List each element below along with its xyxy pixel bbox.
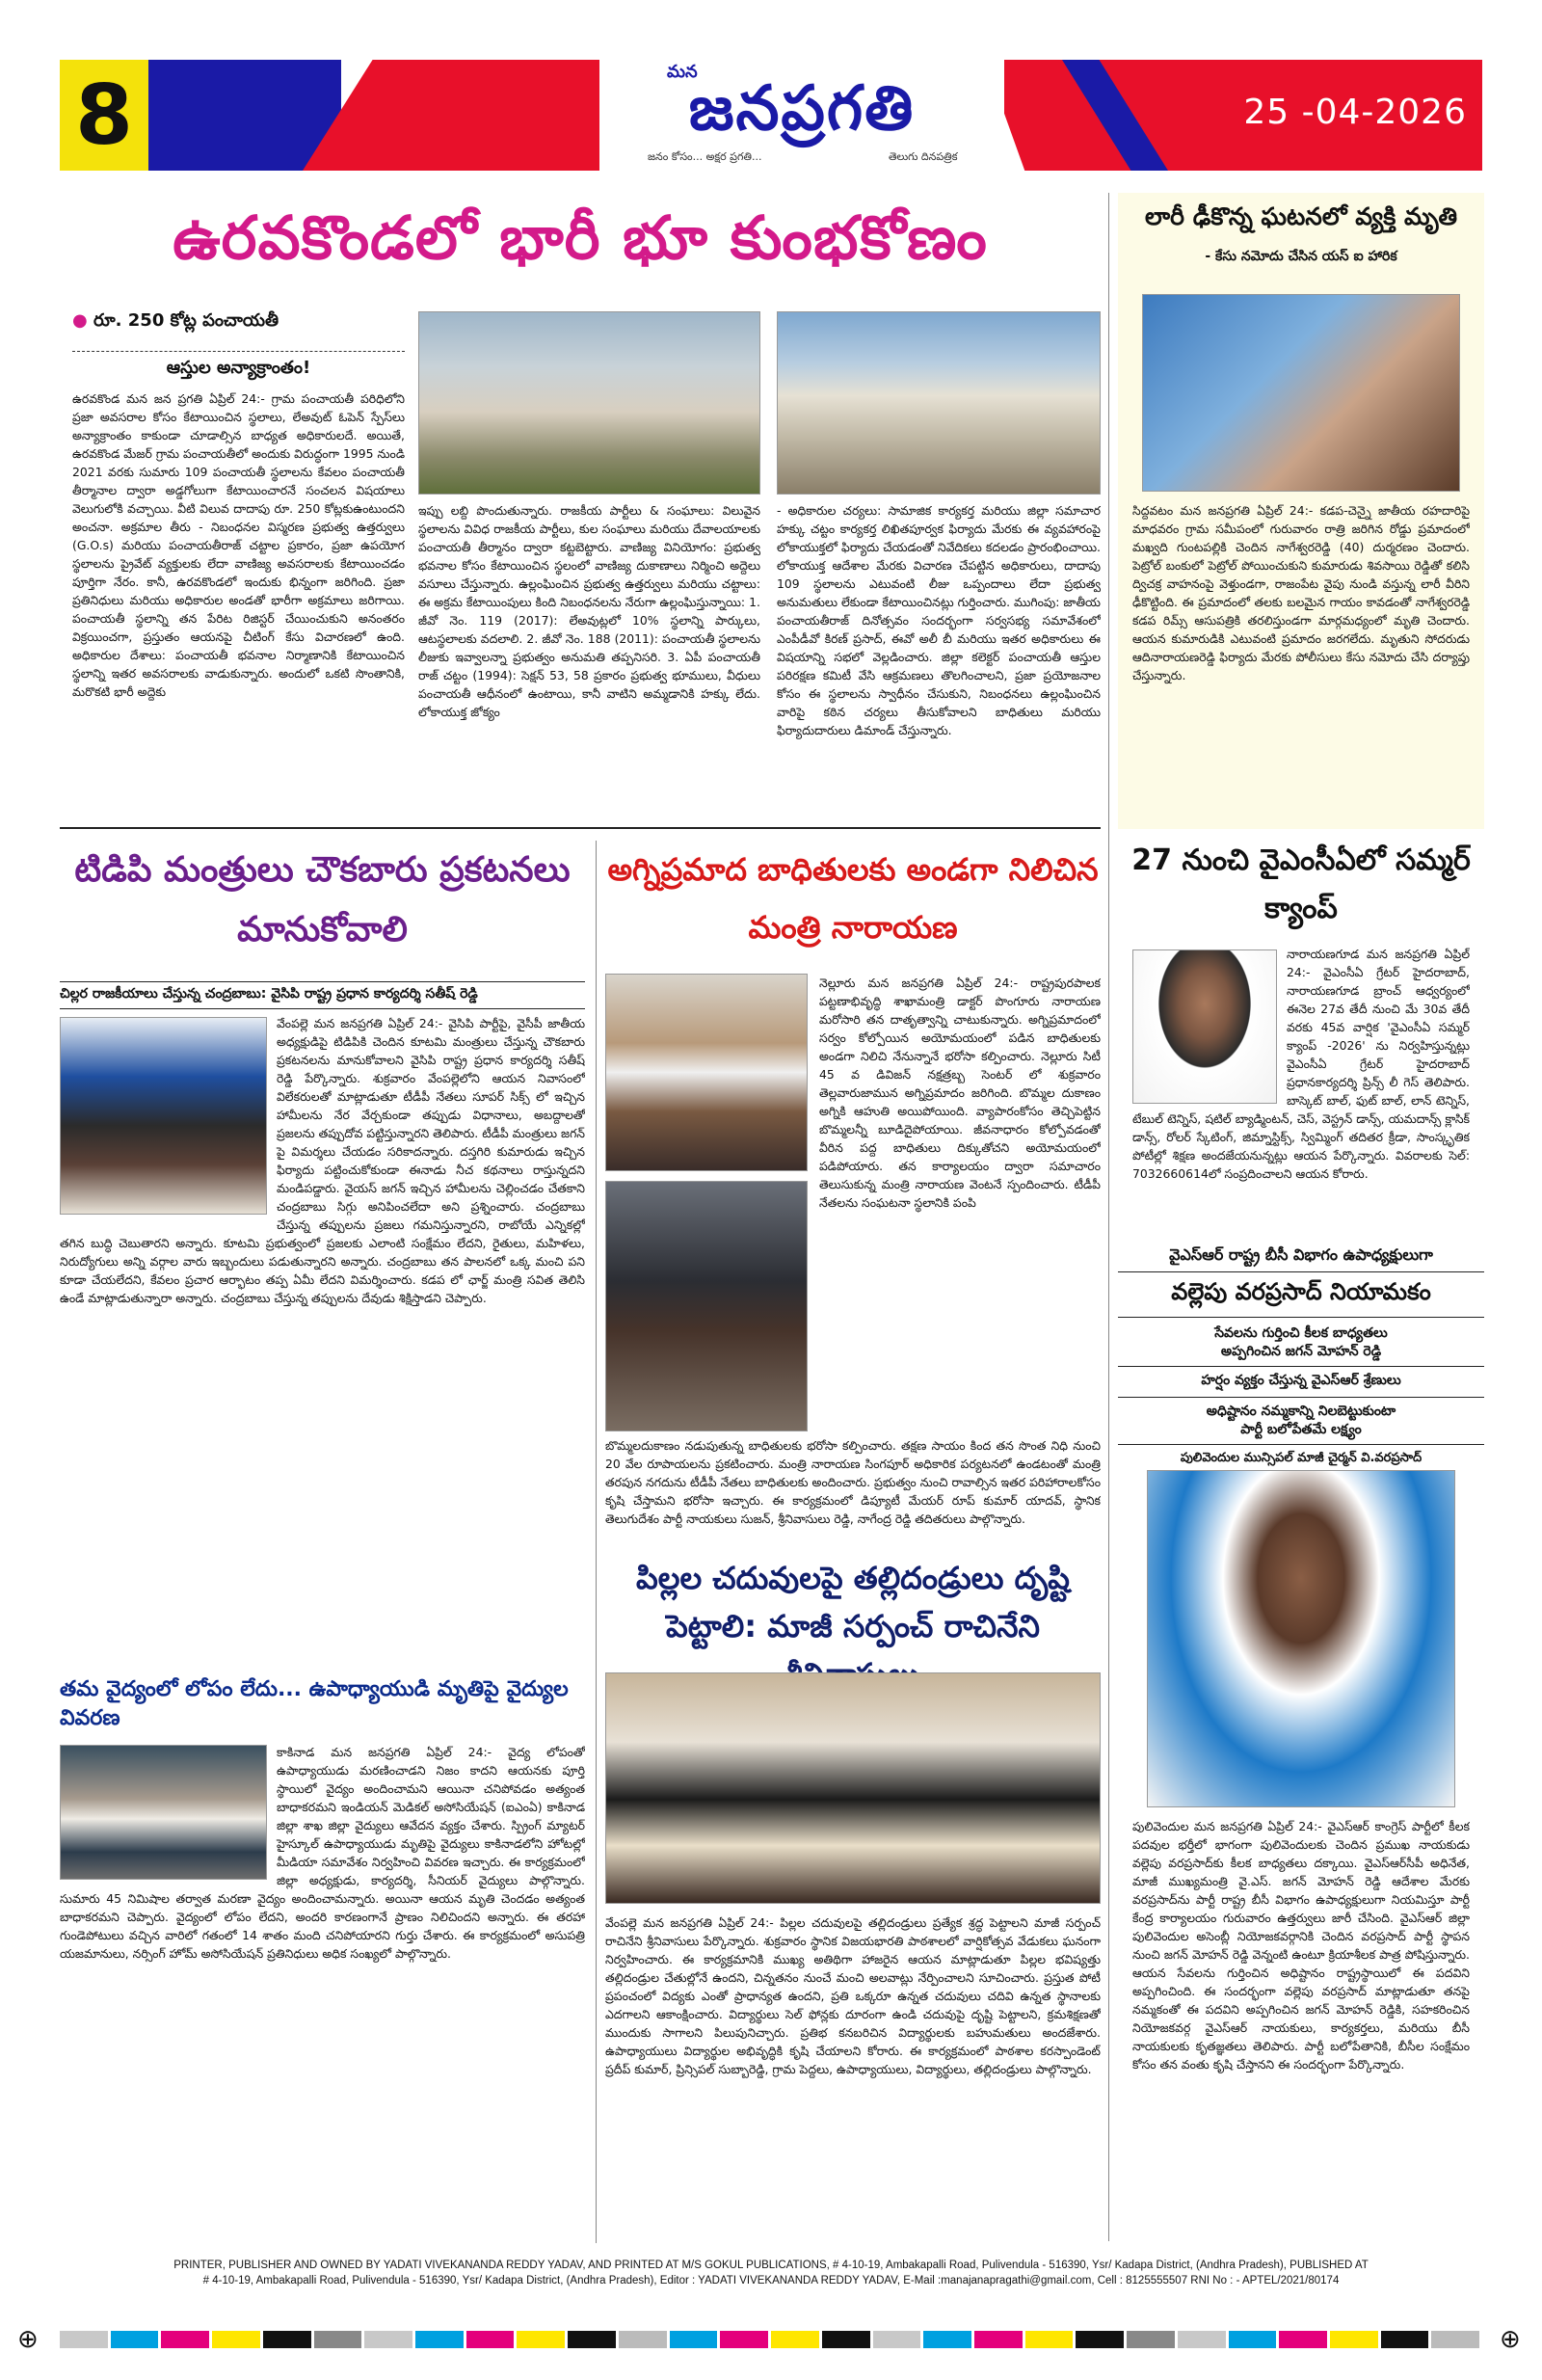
ysrcp-sub4: అధిష్టానం నమ్మకాన్ని నిలబెట్టుకుంటా (1206, 1404, 1396, 1419)
ysrcp-sub6: పులివెందుల మున్సిపల్ మాజీ చైర్మన్ వి.వరప్రసాద్ (1180, 1451, 1422, 1465)
lead-kicker-text: రూ. 250 కోట్ల పంచాయతీ (93, 310, 279, 331)
bullet-icon: ● (72, 310, 93, 331)
ysrcp-sub1: సేవలను గుర్తించి కీలక బాధ్యతలు (1214, 1325, 1388, 1341)
tdp-body: వేంపల్లె మన జనప్రగతి ఏప్రిల్ 24:- వైసిపి పార్టీపై, వైసీపీ జాతీయ అధ్యక్షుడిపై టిడిపికి చెందిన కూటమి మంత్రులు చేస్తున్న చౌకబారు ప్రకటనలను మానుకోవాలని వైసిపి రాష్ట్ర ప్రధాన కార్యదర్శి సతీష్ రెడ్డి పేర్కొన్నారు. శుక్రవారం వేంపల్లెలోని ఆయన నివాసంలో విలేకరులతో మాట్లాడుతూ టీడీపీ నేతలు సూపర్ సిక్స్ లో ఇచ్చిన హామీలను నేర వేర్చకుండా తప్పుడు విధానాలు, అబద్దాలతో ప్రజలను తప్పుదోవ పట్టిస్తున్నారని తెలిపారు. టీడీపీ మంత్రులు జగన్ పై విమర్శలు చేయడం సరికాదన్నారు. దస్తగిరి కుమారుడు ఇచ్చిన ఫిర్యాదు పట్టించుకోకుండా ఈనాడు నీచ కథనాలు రాస్తున్నదని మండిపడ్డారు. వైయస్ జగన్ ఇచ్చిన హామీలను చెల్లించడం చేతకాని చంద్రబాబు సిగ్గు అనిపించలేదా అని ప్రశ్నించారు. చంద్రబాబు చేస్తున్న తప్పులను ప్రజలు గమనిస్తున్నారని, రాబోయే ఎన్నికల్లో తగిన బుద్ధి చెబుతారని అన్నారు. కూటమి ప్రభుత్వంలో ప్రజలకు ఎలాంటి సంక్షేమం లేదని, రైతులు, మహిళలు, నిరుద్యోగులు అన్ని వర్గాల వారు ఇబ్బందులు పడుతున్నారని అన్నారు. చంద్రబాబు తన పాలనలో ఒక్క మంచి పని కూడా చేయలేదని, కేవలం ప్రచార ఆర్భాటం తప్ప ఏమీ లేదని విమర్శించారు. కడప లో ఛార్జ్ మంత్రి సవిత తెలిసి ఉండే మాట్లాడుతున్నారా అన్నారు. చంద్రబాబు చేస్తున్న తప్పులను దేవుడు శిక్షిస్తాడని చెప్పారు. (60, 1016, 585, 1305)
education-body: వేంపల్లె మన జనప్రగతి ఏప్రిల్ 24:- పిల్లల చదువులపై తల్లిదండ్రులు ప్రత్యేక శ్రద్ధ పెట్టాలని మాజీ సర్పంచ్ రాచినేని శ్రీనివాసులు పేర్కొన్నారు. శుక్రవారం స్థానిక విజయభారతి పాఠశాలలో వార్షికోత్సవ వేడుకలు ఘనంగా నిర్వహించారు. ఈ కార్యక్రమానికి ముఖ్య అతిథిగా హాజరైన ఆయన మాట్లాడుతూ పిల్లల భవిష్యత్తు తల్లిదండ్రుల చేతుల్లోనే ఉందని, చిన్నతనం నుంచే మంచి అలవాట్లు నేర్పించాలని సూచించారు. ప్రస్తుత పోటీ ప్రపంచంలో విద్యకు ఎంతో ప్రాధాన్యత ఉందని, ప్రతి ఒక్కరూ ఉన్నత చదువులు చదివి ఉన్నత స్థానాలకు ఎదగాలని ఆకాంక్షించారు. విద్యార్థులు సెల్ ఫోన్లకు దూరంగా ఉండి చదువుపై దృష్టి పెట్టాలని, క్రమశిక్షణతో ముందుకు సాగాలని పిలుపునిచ్చారు. ప్రతిభ కనబరిచిన విద్యార్థులకు బహుమతులు అందజేశారు. ఉపాధ్యాయులు విద్యార్థుల అభివృద్ధికి కృషి చేయాలని కోరారు. ఈ కార్యక్రమంలో పాఠశాల కరస్పాండెంట్ ప్రదీప్ కుమార్, ప్రిన్సిపల్ సుబ్బారెడ్డి, గ్రామ పెద్దలు, ఉపాధ్యాయులు, విద్యార్థులు, తల్లిదండ్రులు పాల్గొన్నారు. (605, 1915, 1101, 2076)
imprint-line-1: PRINTER, PUBLISHER AND OWNED BY YADATI VIVEKANANDA REDDY YADAV, AND PRINTED AT M/S GOKUL PUBLICATIONS, # 4-10-19, Ambakapalli Road, Pulivendula - 516390, Ysr/ Kadapa District, (Andhra Pradesh), PUBLISHED AT (173, 2260, 1369, 2271)
medical-body: కాకినాడ మన జనప్రగతి ఏప్రిల్ 24:- వైద్య లోపంతో ఉపాధ్యాయుడు మరణించాడని నిజం కాదని ఆయనకు పూర్తి స్థాయిలో వైద్యం అందించామని ఆయినా చనిపోవడం అత్యంత బాధాకరమని ఇండియన్ మెడికల్ అసోసియేషన్ (ఐఎంఏ) కాకినాడ జిల్లా శాఖ జిల్లా వైద్యులు ఆవేదన వ్యక్తం చేశారు. స్ప్రింగ్ మ్యాటర్ హైస్కూల్ ఉపాధ్యాయుడు మృతిపై వైద్యులు కాకినాడలోని హోటల్లో మీడియా సమావేశం నిర్వహించి వివరణ ఇచ్చారు. ఈ కార్యక్రమంలో జిల్లా అధ్యక్షుడు, కార్యదర్శి, సీనియర్ వైద్యులు పాల్గొన్నారు. సుమారు 45 నిమిషాల తర్వాత మరణా వైద్యం అందించామన్నారు. అయినా ఆయన మృతి చెందడం అత్యంత బాధాకరమని చెప్పారు. వైద్యంలో లోపం లేదని, అందరి కారణంగానే ప్రాణం నిలిచిందని అన్నారు. ఈ తరహా గుండెపోటులు వచ్చిన వారిలో గతంలో 14 శాతం మంది చనిపోయారని గుర్తు చేశారు. ఈ కార్యక్రమంలో అసుపత్రి యజమానులు, నర్సింగ్ హోమ్ అసోసియేషన్ ప్రతినిధులు అధిక సంఖ్యలో పాల్గొన్నారు. (60, 1745, 585, 1961)
ysrcp-sub3: హర్షం వ్యక్తం చేస్తున్న వైఎస్ఆర్ శ్రేణులు (1118, 1367, 1484, 1398)
mid-column-rule (596, 841, 597, 2243)
lead-kicker-2: ఆస్తుల అన్యాక్రాంతం! (72, 351, 405, 382)
lead-kicker (72, 310, 405, 334)
fire-body-b: బొమ్మలదుకాణం నడుపుతున్న బాధితులకు భరోసా కల్పించారు. తక్షణ సాయం కింద తన సొంత నిధి నుంచి 20 వేల రూపాయలను ప్రకటించారు. మంత్రి నారాయణ సింగపూర్ అధికారిక పర్యటనలో ఉండటంతో మంత్రి తరపున నగదును టీడీపీ నేతలు బాధితులకు అందించారు. ప్రభుత్వం నుంచి రావాల్సిన ఇతర పరిహారాలకోసం కృషి చేస్తామని భరోసా ఇచ్చారు. ఈ కార్యక్రమంలో డిప్యూటీ మేయర్ రూప్ కుమార్ యాదవ్, స్థానిక తెలుగుదేశం పార్టీ నాయకులు సుజన్, శ్రీనివాసులు రెడ్డి, నాగేంద్ర రెడ్డి తదితరులు పాల్గొన్నారు. (605, 1438, 1101, 1526)
masthead-red-band-left (303, 60, 621, 171)
masthead-blue-band (148, 60, 341, 171)
logo-tagline: జనం కోసం... అక్షర ప్రగతి... (648, 150, 762, 163)
registration-mark-icon: ⊕ (17, 2325, 39, 2354)
ysrcp-sub5: పార్టీ బలోపేతమే లక్ష్యం (1118, 1422, 1484, 1445)
ymca-body-wrap (1132, 945, 1470, 1234)
ysrcp-heading-line1: వైఎస్ఆర్ రాష్ట్ర బీసీ విభాగం ఉపాధ్యక్షులుగా (1118, 1242, 1484, 1272)
ysrcp-leader-photo (1147, 1470, 1455, 1807)
medical-headline: తమ వైద్యంలో లోపం లేదు... ఉపాధ్యాయుడి మృతిపై వైద్యుల వివరణ (60, 1677, 569, 1730)
ysrcp-heading-line2: వల్లెపు వరప్రసాద్ నియామకం (1118, 1272, 1484, 1318)
education-graduation-photo (605, 1672, 1101, 1904)
imprint-footer (60, 2258, 1482, 2288)
ymca-headline: 27 నుంచి వైఎంసీఏలో సమ్మర్ క్యాంప్ (1131, 843, 1471, 925)
logo-tagline-right: తెలుగు దినపత్రిక (889, 150, 958, 163)
print-color-bar (60, 2331, 1482, 2348)
lead-story-col-1: ఉరవకొండ మన జన ప్రగతి ఏప్రిల్ 24:- గ్రామ పంచాయతీ పరిధిలోని ప్రజా అవసరాల కోసం కేటాయించిన స్థలాలు, లేఅవుట్ ఓపెన్ స్పేస్‌లు అన్యాక్రాంతం కాకుండా చూడాల్సిన బాధ్యత అధికారులదే. అయితే, ఉరవకొండ మేజర్ గ్రామ పంచాయతీలో అందుకు విరుద్ధంగా 1995 నుండి 2021 వరకు సుమారు 109 పంచాయతీ స్థలాలను కేవలం పంచాయతీ తీర్మానాల ద్వారా అడ్డగోలుగా కేటాయించారనే సంచలన విషయాలు వెలుగులోకి వచ్చాయి. వీటి విలువ దాదాపు రూ. 250 కోట్లకుఉంటుందని అంచనా. అక్రమాల తీరు - నిబంధనల విస్మరణ ప్రభుత్వ ఉత్తర్వులు (G.O.s) మరియు పంచాయతీరాజ్ చట్టాల ప్రకారం, ప్రజా ఉపయోగ స్థలాలను ప్రైవేట్ వ్యక్తులకు లేదా వాణిజ్య అవసరాలకు కేటాయించడం పూర్తిగా నేరం. కానీ, ఉరవకొండలో ఇందుకు భిన్నంగా జరిగింది. ప్రజా ప్రతినిధులు మరియు అధికారుల అండతో భారీగా అక్రమాలు జరిగాయి. పంచాయతీ స్థలాన్ని తన పేరిట రిజిస్టర్ చేయించుకుని అనంతరం విక్రయించగా, ప్రస్తుతం ఆయనపై చీటింగ్ కేసు విచారణలో ఉంది. అధికారుల దేశాలు: పంచాయతీ భవనాల నిర్మాణానికి కేటాయించిన స్థలాన్ని ఇతర అవసరాలకు వాడుకున్నారు. అందులో ఒకటి సొంతానికి, మరొకటి భారీ అద్దెకు (72, 391, 405, 699)
accident-body: సిద్దవటం మన జనప్రగతి ఏప్రిల్ 24:- కడప-చెన్నై జాతీయ రహదారిపై మాధవరం గ్రామ సమీపంలో గురువారం రాత్రి జరిగిన రోడ్డు ప్రమాదంలో మఖ్వది గుంటపల్లికి చెందిన నాగేశ్వరరెడ్డి (40) దుర్మరణం చెందారు. పెట్రోల్ బంకులో పెట్రోల్ పోయించుకుని కుమారుడు శివసాయి రెడ్డితో కలిసి ద్విచక్ర వాహనంపై వెళ్తుండగా, రాజంపేట వైపు నుండి వస్తున్న లారీ వీరిని ఢీకొట్టింది. ఈ ప్రమాదంలో తలకు బలమైన గాయం కావడంతో నాగేశ్వరరెడ్డి కడప రిమ్స్ ఆసుపత్రికి తరలిస్తుండగా మార్గమధ్యంలో మృతి చెందారు. ఆయన కుమారుడికి ఎటువంటి ప్రమాదం జరగలేదు. మృతుని సోదరుడు ఆదినారాయణరెడ్డి ఫిర్యాదు మేరకు పోలీసులు కేసు నమోదు చేసి దర్యాప్తు చేస్తున్నారు. (1132, 503, 1470, 682)
imprint-line-2: # 4-10-19, Ambakapalli Road, Pulivendula - 516390, Ysr/ Kadapa District, (Andhra Pradesh), Editor : YADATI VIVEKANANDA REDDY YADAV, E-Mail :manajanapragathi@gmail.com, Cell : 8125555507 RNI No : - APTEL/2021/80174 (202, 2275, 1340, 2286)
fire-headline: అగ్నిప్రమాద బాధితులకు అండగా నిలిచిన మంత్రి నారాయణ (607, 851, 1099, 946)
lead-headline: ఉరవకొండలో భారీ భూ కుంభకోణం (173, 202, 988, 273)
fire-damage-photo (605, 1181, 808, 1431)
portrait-spacer (1132, 945, 1287, 1109)
masthead (60, 60, 1482, 171)
accident-photo (1142, 294, 1460, 492)
ysrcp-sub2: అప్పగించిన జగన్ మోహన్ రెడ్డి (1118, 1344, 1484, 1367)
ysrcp-heading-block (1118, 1242, 1484, 1474)
logo-prefix: మన (667, 62, 698, 82)
panel-photo-spacer (60, 1743, 277, 1887)
lead-story-col-3: - అధికారుల చర్యలు: సామాజిక కార్యకర్త మరియు జిల్లా సమాచార హక్కు చట్టం కార్యకర్త లిఖితపూర్వక ఫిర్యాదు మేరకు ఈ వ్యవహారంపై లోకాయుక్తలో ఫిర్యాదు చేయడంతో నివేదికలు కదలడం ప్రారంభించాయి. లోకాయుక్త ఆదేశాల మేరకు విచారణ చేపట్టిన అధికారులు, దాదాపు 109 స్థలాలను ఎటువంటి లీజు ఒప్పందాలు లేదా ప్రభుత్వ అనుమతులు లేకుండా కేటాయించినట్లు గుర్తించారు. ముగింపు: జాతీయ పంచాయతీరాజ్ దినోత్సవం సందర్భంగా సర్వసభ్య సమావేశంలో ఎంపీడీవో కిరణ్ ప్రసాద్, ఈవో అలీ బీ మరియు ఇతర అధికారులు ఈ విషయాన్ని సభలో వెల్లడించారు. జిల్లా కలెక్టర్ పంచాయతీ ఆస్తుల పరిరక్షణ కమిటీ వేసి ఆక్రమణలు తొలగించాలని, ప్రజా ప్రయోజనాల కోసం ఈ స్థలాలను స్వాధీనం చేసుకుని, నిబంధనలు ఉల్లంఘించిన వారిపై కఠిన చర్యలు తీసుకోవాలని బాధితులు మరియు ఫిర్యాదుదారులు డిమాండ్ చేస్తున్నారు. (777, 503, 1101, 737)
lead-story-col-2: ఇప్పు లబ్ది పొందుతున్నారు. రాజకీయ పార్టీలు & సంఘాలు: విలువైన స్థలాలను వివిధ రాజకీయ పార్టీలు, కుల సంఘాలు మరియు దేవాలయాలకు పంచాయతీ తీర్మానం ద్వారా కట్టబెట్టారు. వాణిజ్య వినియోగం: ప్రభుత్వ భవనాల కోసం కేటాయించిన స్థలంలో వాణిజ్య దుకాణాలు నిర్మించి అద్దెలు వసూలు చేస్తున్నారు. ఉల్లంఘించిన ప్రభుత్వ ఉత్తర్వులు మరియు చట్టాలు: ఈ అక్రమ కేటాయింపులు కింది నిబంధనలను నేరుగా ఉల్లంఘిస్తున్నాయి: 1. జీవో నెం. 119 (2017): లేఅవుట్లలో 10% స్థలాన్ని పార్కులు, ఆటస్థలాలకు వదలాలి. 2. జీవో నెం. 188 (2011): పంచాయతీ స్థలాలను లీజుకు ఇవ్వాలన్నా ప్రభుత్వం అనుమతి తప్పనిసరి. 3. ఏపీ పంచాయతీ రాజ్ చట్టం (1994): సెక్షన్ 53, 58 ప్రకారం ప్రభుత్వ భూములు, వీధులు పంచాయతీ ఆధీనంలో ఉంటాయి, కానీ వాటిని అమ్మడానికి హక్కు లేదు. లోకాయుక్త జోక్యం (418, 503, 760, 719)
fire-body-a: నెల్లూరు మన జనప్రగతి ఏప్రిల్ 24:- రాష్ట్రపురపాలక పట్టణాభివృద్ధి శాఖామంత్రి డాక్టర్ పొంగూరు నారాయణ మరోసారి తన దాతృత్వాన్ని చాటుకున్నారు. అగ్నిప్రమాదంలో సర్వం కోల్పోయిన అయోమయంలో పడిన బాధితులకు అండగా నిలిచి నేనున్నానే భరోసా కల్పించారు. నెల్లూరు సిటీ 45 వ డివిజన్ నక్షత్రబ్బ సెంటర్ లో శుక్రవారం తెల్లవారుజామున అగ్నిప్రమాదం జరిగింది. బొమ్మల దుకాణం అగ్నికి ఆహుతి అయిపోయింది. వ్యాపారంకోసం తెచ్చిపెట్టిన బొమ్మలన్నీ బూడిదైపోయాయి. జీవనాధారం కోల్పోవడంతో వీరిన పద్ద బాధితులు దిక్కుతోచని అయోమయంలో పడిపోయారు. తన కార్యాలయం ద్వారా సమాచారం తెలుసుకున్న మంత్రి నారాయణ వెంటనే స్పందించారు. టీడీపీ నేతలను సంఘటనా స్థలానికి పంపి (819, 976, 1101, 1210)
press-photo-spacer (60, 1014, 277, 1221)
issue-date: 25 -04-2026 (1243, 93, 1467, 132)
lead-photo-building (777, 311, 1101, 495)
medical-body-wrap (60, 1743, 585, 2244)
registration-mark-icon: ⊕ (1500, 2325, 1521, 2354)
ymca-body: నారాయణగూడ మన జనప్రగతి ఏప్రిల్ 24:- వైఎంసీఏ గ్రేటర్ హైదరాబాద్, నారాయణగూడ బ్రాంచ్ ఆధ్వర్యంలో ఈనెల 27వ తేదీ నుంచి మే 30వ తేదీ వరకు 45వ వార్షిక 'వైఎంసీఏ సమ్మర్ క్యాంప్ -2026' ను నిర్వహిస్తున్నట్లు వైఎంసీఏ గ్రేటర్ హైదరాబాద్ ప్రధానకార్యదర్శి ప్రిన్స్ లీ గెస్ తెలిపారు. బాస్కెట్ బాల్, ఫుట్ బాల్, లాన్ టెన్నిస్, టేబుల్ టెన్నిస్, షటిల్ బ్యాడ్మింటన్, చెస్, వెస్ట్రన్ డాన్స్, యమదాన్స్ క్లాసిక్ డాన్స్, రోలర్ స్కేటింగ్, జిమ్నాస్టిక్స్, స్విమ్మింగ్ తదితర క్రీడా, సాంస్కృతిక పోటీల్లో శిక్షణ అందజేయనున్నట్లు ఆయన పేర్కొన్నారు. వివరాలకు సెల్: 7032660614లో సంప్రదించాలని ఆయన కోరారు. (1132, 947, 1470, 1181)
right-column-rule (1108, 193, 1109, 2241)
lead-photo-wall (418, 311, 760, 495)
newspaper-logo: జనప్రగతి (688, 73, 916, 145)
fire-relief-photo (605, 974, 808, 1171)
tdp-body-wrap (60, 1014, 585, 1655)
accident-subhead: - కేసు నమోదు చేసిన యస్ ఐ హారిక (1205, 249, 1397, 264)
ysrcp-body: పులివెందుల మన జనప్రగతి ఏప్రిల్ 24:- వైఎస్ఆర్ కాంగ్రెస్ పార్టీలో కీలక పదవుల భర్తీలో భాగంగా పులివెందులకు చెందిన ప్రముఖ నాయకుడు వల్లెపు వరప్రసాద్‌కు కీలక బాధ్యతలు దక్కాయి. వైఎస్ఆర్‌సీపీ అధినేత, మాజీ ముఖ్యమంత్రి వై.ఎస్. జగన్ మోహన్ రెడ్డి ఆదేశాల మేరకు వరప్రసాద్‌ను పార్టీ రాష్ట్ర బీసీ విభాగం ఉపాధ్యక్షులుగా నియమిస్తూ పార్టీ కేంద్ర కార్యాలయం గురువారం ఉత్తర్వులు జారీ చేసింది. వైఎస్ఆర్ జిల్లా పులివెందుల అసెంబ్లీ నియోజకవర్గానికి చెందిన వరప్రసాద్ పార్టీ స్థాపన నుంచి జగన్ మోహన్ రెడ్డి వెన్నంటి ఉంటూ క్రియాశీలక పాత్ర పోషిస్తున్నారు. ఆయన సేవలను గుర్తించిన అధిష్టానం రాష్ట్రస్థాయిలో ఈ పదవిని అప్పగించింది. ఈ సందర్భంగా వల్లెపు వరప్రసాద్ మాట్లాడుతూ తనపై నమ్మకంతో ఈ పదవిని అప్పగించిన జగన్ మోహన్ రెడ్డికి, సహకరించిన నియోజకవర్గ వైఎస్ఆర్ నాయకులు, కార్యకర్తలు, మరియు బీసీ నాయకులకు కృతజ్ఞతలు తెలిపారు. పార్టీ బలోపేతానికి, బీసీల సంక్షేమం కోసం తన వంతు కృషి చేస్తానని ఈ సందర్భంగా పేర్కొన్నారు. (1132, 1819, 1470, 2072)
page-number: 8 (60, 60, 148, 171)
tdp-headline: టిడిపి మంత్రులు చౌకబారు ప్రకటనలు మానుకోవాలి (74, 850, 571, 949)
tdp-subhead: చిల్లర రాజకీయాలు చేస్తున్న చంద్రబాబు: వైసిపి రాష్ట్ర ప్రధాన కార్యదర్శి సతీష్ రెడ్డి (60, 981, 585, 1009)
accident-headline: లారీ ఢీకొన్న ఘటనలో వ్యక్తి మృతి (1144, 202, 1457, 230)
section-divider (60, 827, 1101, 829)
education-headline: పిల్లల చదువులపై తల్లిదండ్రులు దృష్టి పెట్టాలి: మాజీ సర్పంచ్ రాచినేని (636, 1560, 1070, 1645)
